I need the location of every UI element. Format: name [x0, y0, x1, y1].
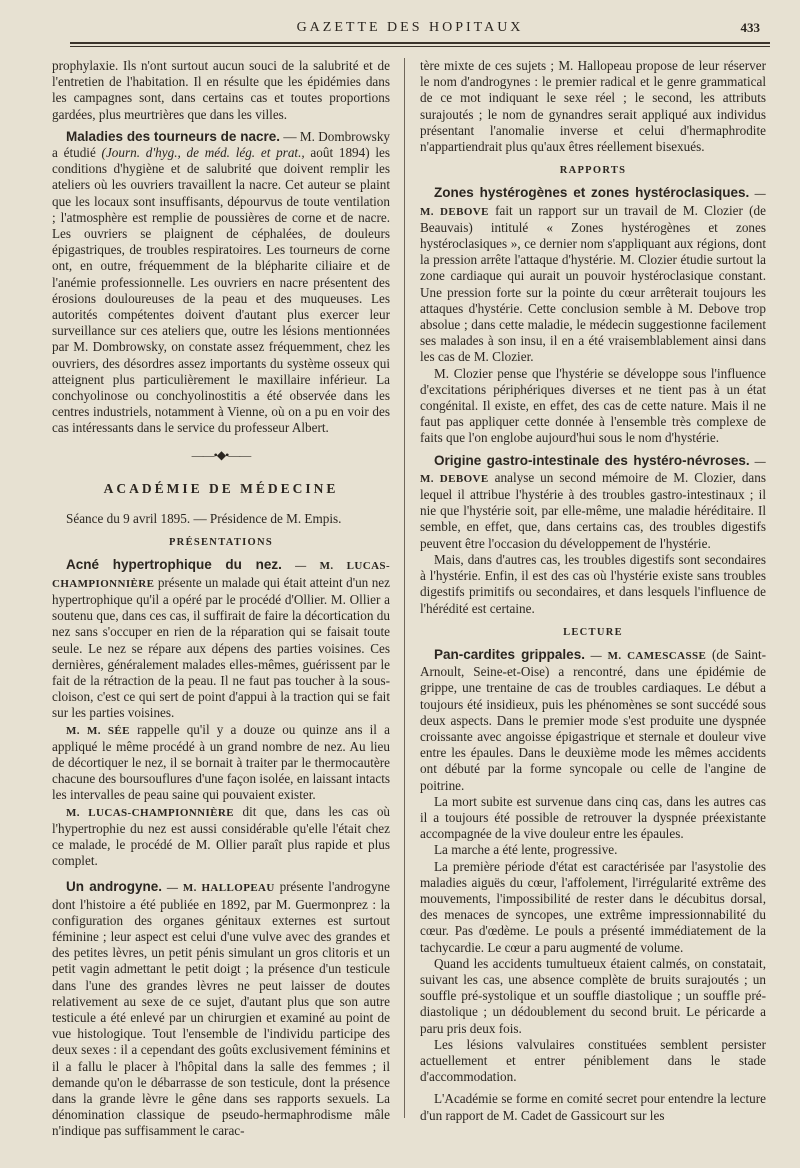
paragraph-zones: Zones hystérogènes et zones hystéroclasiques. — M. DEBOVE fait un rapport sur un travail de M. Clozier (de Beauvais) intitulé « Zones hystérogènes et zones hystéroclasiques », ce dernier nom s'appliquant aux régions, dont la pression arrête l'attaque d'hystérie. M. Clozier étudie surtout la zone cardiaque qui aurait un pouvoir hystéroclasique constant. Une pression forte sur la pointe du cœur arrêterait toujours les attaques d'hystérie. Cette conclusion semble à M. Debove trop absolue ; dans cette maladie, le médecin suggestionne facilement ses malades à son insu, il en a été vraisemblablement ainsi dans les cas de M. Clozier.: [420, 185, 766, 365]
paragraph-lesions: Les lésions valvulaires constituées semblent persister actuellement et entrer péniblement dans le stade d'accommodation.: [420, 1036, 766, 1085]
page-number: 433: [740, 20, 760, 35]
left-column: [52, 58, 390, 1158]
paragraph-academie-comite: L'Académie se forme en comité secret pour entendre la lecture d'un rapport de M. Cadet de Gassicourt sur les: [420, 1091, 766, 1123]
paragraph-origine: Origine gastro-intestinale des hystéro-névroses. — M. DEBOVE analyse un second mémoire de M. Clozier, dans lequel il attribue l'hystérie à des troubles gastro-intestinaux ; il nie que l'hystérie soit, par elle-même, une maladie héréditaire. Il semble, en effet, que, dans certains cas, des troubles digestifs peuvent être l'occasion du développement de l'hystérie.: [420, 452, 766, 551]
heading-acne: Acné hypertrophique du nez.: [66, 557, 282, 573]
paragraph-clozier: M. Clozier pense que l'hystérie se développe sous l'influence d'excitations périphériques diverses et ne tient pas à un état congénital. Il existe, en effet, des cas de cette nature. Mais il ne faut pas appliquer cette donnée à l'ensemble très complexe de faits que l'on englobe aujourd'hui sous le nom d'hystérie.: [420, 365, 766, 446]
column-divider: [404, 58, 405, 1118]
paragraph-pancardites: Pan-cardites grippales. — M. CAMESCASSE (de Saint-Arnoult, Seine-et-Oise) a rencontré, dans une épidémie de grippe, une trentaine de cas de troubles cardiaques. Le début a toujours été insidieux, puis les phénomènes se sont succédé sous deux aspects. Dans le premier mode s'est produite une dyspnée croissante avec angoisse épigastrique et sternale et douleur vive entre les épaules. Dans le deuxième mode les mêmes accidents ont débuté par la forme syncopale ou celle de l'angine de poitrine.: [420, 646, 766, 793]
heading-zones: Zones hystérogènes et zones hystéroclasiques.: [434, 185, 750, 201]
subhead-rapports: RAPPORTS: [559, 165, 627, 177]
subhead-presentations: PRÉSENTATIONS: [168, 537, 274, 549]
seance-line: Séance du 9 avril 1895. — Présidence de M. Empis.: [66, 511, 342, 527]
subhead-lecture: LECTURE: [563, 626, 623, 638]
heading-origine: Origine gastro-intestinale des hystéro-névroses.: [434, 452, 750, 468]
paragraph-lucas: M. LUCAS-CHAMPIONNIÈRE dit que, dans les cas où l'hypertrophie du nez est aussi considérable qu'elle l'était chez ce malade, le procédé de M. Ollier paraît plus rapide et plus complet.: [52, 803, 390, 869]
paragraph-prophylaxie: prophylaxie. Ils n'ont surtout aucun souci de la salubrité et de l'entretien de l'habitation. Il en résulte que les épidémies dans les campagnes sont, dans certains cas et toutes proportions gardées, plus meurtrières que dans les villes.: [52, 58, 390, 122]
section-title-academie: ACADÉMIE DE MÉDECINE: [103, 480, 339, 496]
heading-pancardites: Pan-cardites grippales.: [434, 646, 585, 662]
right-column: [420, 58, 766, 1158]
paragraph-tourneurs-nacre: Maladies des tourneurs de nacre. — M. Dombrowsky a étudié (Journ. d'hyg., de méd. lég. et prat., août 1894) les conditions d'hygiène et de salubrité que doivent remplir les ateliers où les ouvriers travaillent la nacre. Cet auteur se plaint que les locaux sont insuffisants, dépourvus de toute ventilation ; l'atmosphère est remplie de poussières de corne et de nacre. Les ouvriers se plaignent de céphalées, de douleurs épigastriques, de troubles respiratoires. Les tourneurs de corne ont, en outre, fréquemment de la blépharite ciliaire et de l'anémie professionnelle. Les ouvriers en nacre présentent des érosions douloureuses de la peau et des muqueuses. Les autorités compétentes doivent d'autant plus exercer leur surveillance sur ces ateliers que, outre les lésions mentionnées par M. Dombrowsky, on constate assez fréquemment, chez les ouvriers, des désordres assez importants du système osseux qui atteignent plus particulièrement le maxillaire inférieur. La conchyolinose ou conchyolinostitis a été observée dans les centres industriels, notamment à Vienne, où on a pu en voir des cas intéressants dans le service du professeur Albert.: [52, 128, 390, 436]
paragraph-androgyne-cont: tère mixte de ces sujets ; M. Hallopeau propose de leur réserver le nom d'androgynes : le premier radical et le genre grammatical de ce mot indiquant le sexe réel ; le second, les attributs surajoutés ; le nom de gynandres serait appliqué aux individus présentant l'anomalie inverse et celui d'hermaphrodite n'appartiendrait plus qu'aux êtres réellement bisexués.: [420, 58, 766, 155]
section-ornament: ——•◆•——: [191, 447, 251, 462]
header-rule: [70, 42, 770, 47]
paragraph-marche: La marche a été lente, progressive.: [434, 842, 618, 858]
paragraph-see: M. M. SÉE rappelle qu'il y a douze ou quinze ans il a appliqué le même procédé à un grand nombre de nez. Au lieu de décortiquer le nez, il se bornait à traiter par le thermocautère chacune des boursouflures d'une façon isolée, en laissant intacts les intervalles de peau saine qui pouvaient exister.: [52, 721, 390, 803]
heading-androgyne: Un androgyne.: [66, 879, 163, 895]
page-header: [50, 16, 770, 48]
paragraph-androgyne: Un androgyne. — M. HALLOPEAU présente l'androgyne dont l'histoire a été publiée en 1892, par M. Guermonprez : la configuration des organes génitaux externes est surtout féminine ; leur aspect est celui d'une vulve avec des grandes et des petites lèvres, un petit pénis simulant un gros clitoris et un petit vagin admettant le petit doigt ; la présence d'un testicule dans l'une des grandes lèvres ne peut laisser de doutes relativement au sexe de ce sujet, d'autant plus que son autre testicule a été enlevé par un chirurgien et examiné au point de vue histologique. Tout l'ensemble de l'individu participe des deux sexes : il a cependant des goûts exclusivement féminins et il a fallu le placer à l'hôpital dans la salle des femmes ; il demande qu'on le débarrasse de son testicule, dont la présence dans la grande lèvre le gêne dans ses rapports sexuels. La dénomination classique de pseudo-hermaphrodisme mâle n'indique pas suffisamment le carac-: [52, 879, 390, 1139]
paragraph-premiere-periode: La première période d'état est caractérisée par l'asystolie des maladies aiguës du cœur, l'affolement, l'irrégularité extrême des mouvements, l'impossibilité de rester dans le décubitus dorsal, des menaces de syncopes, une extrême impressionnabilité du cœur. Pas d'œdème. Le pouls a présenté immédiatement de la tachycardie. Le cœur a paru augmenté de volume.: [420, 858, 766, 955]
paragraph-accidents: Quand les accidents tumultueux étaient calmés, on constatait, suivant les cas, une absence complète de bruits surajoutés ; un souffle pré-systolique et un souffle diastolique ; un souffle pré-diastolique ; un dédoublement du second bruit. Le péricarde a paru pris deux fois.: [420, 955, 766, 1036]
journal-title: GAZETTE DES HOPITAUX: [296, 20, 524, 35]
paragraph-digestifs: Mais, dans d'autres cas, les troubles digestifs sont secondaires à l'hystérie. Enfin, il est des cas où l'hystérie existe sans troubles digestifs primitifs ou secondaires, et dans lesquels l'influence de l'hérédité est certaine.: [420, 551, 766, 616]
heading-tourneurs-nacre: Maladies des tourneurs de nacre.: [66, 128, 280, 144]
paragraph-mort-subite: La mort subite est survenue dans cinq cas, dans les autres cas il a toujours été possible de retrouver la dyspnée préexistante accompagnée de la vive douleur entre les épaules.: [420, 793, 766, 842]
paragraph-acne: Acné hypertrophique du nez. — M. LUCAS-CHAMPIONNIÈRE présente un malade qui était atteint d'un nez hypertrophique qu'il a opéré par le procédé d'Ollier. M. Ollier a soutenu que, dans ces cas, il suffirait de faire la décortication du nez sans s'occuper en rien de la réparation qui se faisait toute seule. Le nez se répare aux dépens des parties voisines. Ces dernières, généralement malades elles-mêmes, guérissent par le fait de la rétraction de la peau. Il ne faut pas toucher à la sous-cloison, c'est ce qui sert de point d'appui à la traction qui se fait sur les parties voisines.: [52, 557, 390, 721]
